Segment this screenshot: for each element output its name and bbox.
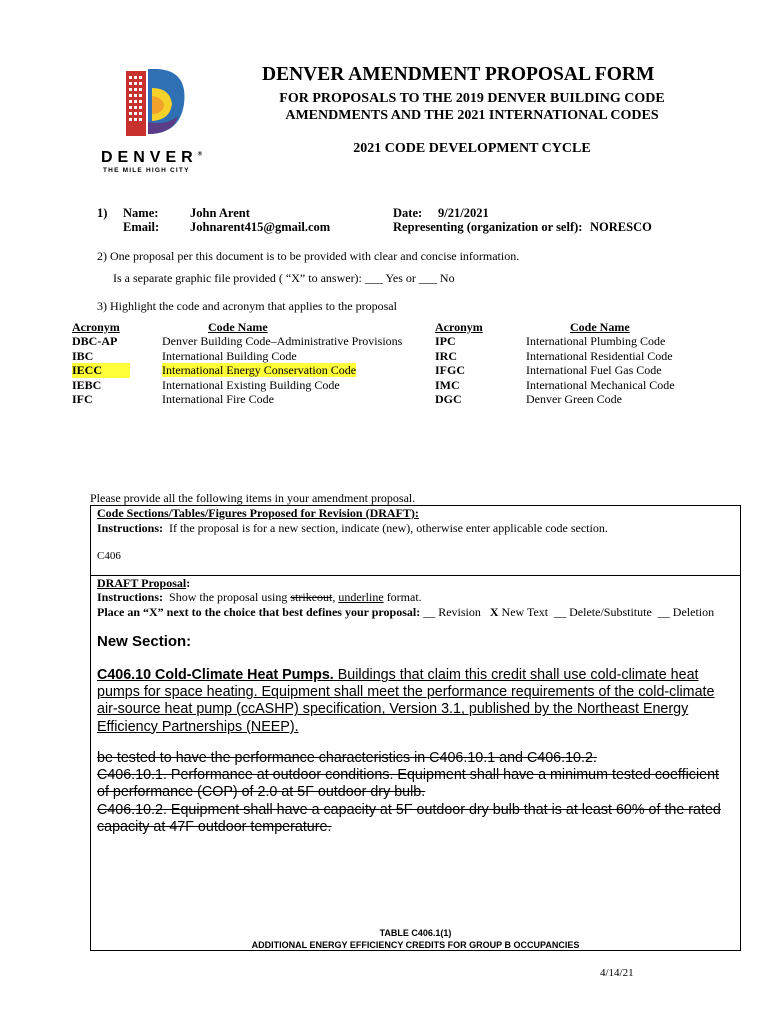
acronym-irc: IRC [435, 348, 458, 363]
struck-line: of performance (COP) of 2.0 at 5F outdoor dry bulb. [97, 784, 426, 801]
items-intro: Please provide all the following items in your amendment proposal. [90, 491, 416, 505]
section2-text: 2) One proposal per this document is to be provided with clear and concise information. [97, 249, 520, 263]
proposal-type-choices[interactable] [97, 605, 714, 620]
left-acronym-column: Acronym DBC-AP IBC IECC IEBC IFC [72, 320, 130, 406]
proposal-new-text[interactable]: C406.10 Cold-Climate Heat Pumps. Buildings that claim this credit shall use cold-climate heat pumps for space heating. Equipment shall meet the performance requirements of the cold-climate air-source heat pump (ccASHP) specification, Version 3.1, published by the Northeast Energy Efficiency Partnerships (NEEP). [97, 667, 715, 735]
acronym-imc: IMC [435, 377, 460, 392]
choice-new-text: New Text [501, 605, 549, 619]
code-imc: International Mechanical Code [526, 377, 675, 392]
date-label: Date: [393, 206, 423, 220]
name-value[interactable]: John Arent [190, 206, 250, 220]
new-section-heading: New Section: [97, 633, 192, 650]
choice-deletion: __ Deletion [657, 605, 715, 619]
code-ibc: International Building Code [162, 348, 297, 363]
acronym-dbc-ap: DBC-AP [72, 334, 118, 349]
draft-instructions: Instructions: Show the proposal using strikeout, underline format. [97, 590, 422, 604]
acronym-ibc: IBC [72, 348, 94, 363]
footer-date: 4/14/21 [600, 967, 634, 979]
form-subtitle: FOR PROPOSALS TO THE 2019 DENVER BUILDING CODE AMENDMENTS AND THE 2021 INTERNATIONAL CODES [279, 91, 665, 123]
graphic-file-question[interactable]: Is a separate graphic file provided ( “X” to answer): ___ Yes or ___ No [113, 271, 455, 285]
right-code-column: Code Name International Plumbing Code International Residential Code International Fuel Gas Code International Mechanical Code Denver Green Code [526, 320, 675, 407]
acronym-iecc: IECC [72, 363, 130, 377]
left-code-column: Code Name Denver Building Code–Administrative Provisions International Building Code International Energy Conservation Code International Existing Building Code International Fire Code [162, 320, 403, 407]
struck-line: be tested to have the performance characteristics in C406.10.1 and C406.10.2. [97, 750, 597, 766]
proposal-struck-text[interactable] [97, 750, 737, 836]
representing-label: Representing (organization or self): [393, 220, 583, 234]
code-sections-heading: Code Sections/Tables/Figures Proposed for Revision (DRAFT): [97, 506, 419, 520]
code-ipc: International Plumbing Code [526, 334, 666, 349]
choice-label: Place an “X” next to the choice that best defines your proposal: [97, 605, 421, 619]
code-sections-instructions: Instructions: If the proposal is for a new section, indicate (new), otherwise enter applicable code section. [97, 521, 608, 535]
right-acronym-column: Acronym IPC IRC IFGC IMC DGC [435, 320, 483, 407]
choice-delete-substitute: __ Delete/Substitute [554, 605, 652, 619]
code-section-value[interactable]: C406 [97, 550, 121, 562]
code-dgc: Denver Green Code [526, 392, 622, 407]
draft-proposal-heading: DRAFT Proposal: [97, 576, 191, 590]
struck-line: C406.10.1. Performance at outdoor conditions. Equipment shall have a minimum tested coefficient [97, 767, 719, 784]
code-irc: International Residential Code [526, 348, 673, 363]
representing-value[interactable]: NORESCO [590, 220, 652, 234]
code-ifc: International Fire Code [162, 392, 274, 407]
acronym-dgc: DGC [435, 392, 462, 407]
date-value[interactable]: 9/21/2021 [438, 206, 489, 220]
code-ifgc: International Fuel Gas Code [526, 363, 662, 378]
form-title: DENVER AMENDMENT PROPOSAL FORM [262, 64, 655, 85]
struck-line: capacity at 47F outdoor temperature. [97, 818, 332, 835]
choice-new-mark: X [489, 605, 499, 619]
struck-line: C406.10.2. Equipment shall have a capacity at 5F outdoor dry bulb that is at least 60% of the rated [97, 801, 721, 818]
acronym-ifc: IFC [72, 392, 93, 407]
logo-tagline: THE MILE HIGH CITY [103, 167, 190, 174]
code-dbc-ap: Denver Building Code–Administrative Provisions [162, 334, 403, 349]
table-caption: TABLE C406.1(1) ADDITIONAL ENERGY EFFICIENCY CREDITS FOR GROUP B OCCUPANCIES [251, 928, 580, 950]
code-cycle: 2021 CODE DEVELOPMENT CYCLE [353, 141, 591, 156]
acronym-iebc: IEBC [72, 377, 102, 392]
acronym-ifgc: IFGC [435, 363, 465, 378]
email-label: Email: [123, 220, 160, 234]
section3-text: 3) Highlight the code and acronym that applies to the proposal [97, 299, 397, 313]
section1-number: 1) [97, 206, 108, 220]
name-label: Name: [123, 206, 159, 220]
logo-wordmark: DENVER® [101, 149, 208, 166]
choice-revision: __ Revision [423, 605, 481, 619]
email-value[interactable]: Johnarent415@gmail.com [190, 220, 331, 234]
acronym-ipc: IPC [435, 334, 456, 349]
code-iebc: International Existing Building Code [162, 377, 340, 392]
code-iecc: International Energy Conservation Code [162, 363, 357, 378]
